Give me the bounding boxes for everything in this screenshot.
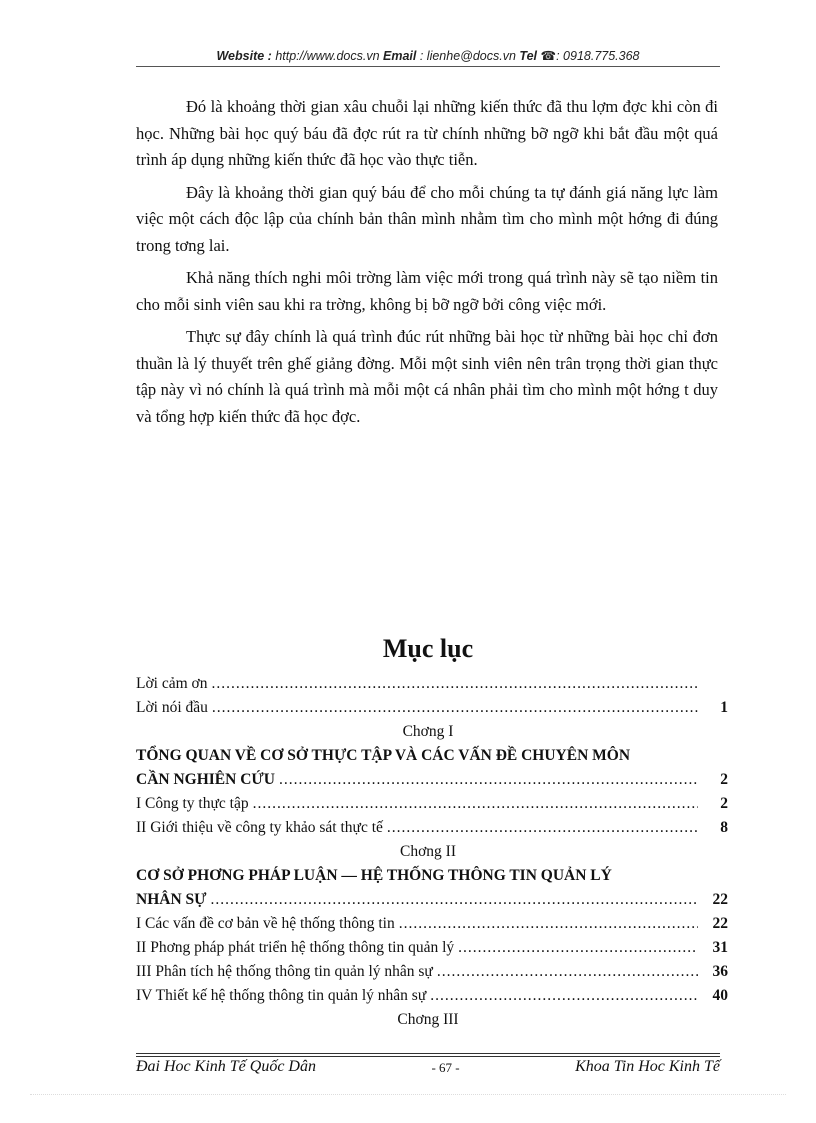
toc-entry-label: I Công ty thực tập (136, 795, 249, 812)
toc-entry-loi-cam-on[interactable] (136, 672, 728, 696)
page-footer (136, 1058, 720, 1076)
tel-value: : 0918.775.368 (556, 49, 640, 63)
toc-entry-label: NHÂN SỰ (136, 891, 207, 908)
toc-entry-page: 2 (720, 795, 728, 812)
footer-rule (136, 1053, 720, 1054)
toc-entry-label: II Phơng pháp phát triển hệ thống thông tin quản lý (136, 939, 455, 956)
table-of-contents (136, 672, 728, 1032)
email-label: Email (383, 49, 417, 63)
toc-entry-label: I Các vấn đề cơ bản về hệ thống thông tin (136, 915, 395, 932)
footer-faculty: Khoa Tin Hoc Kinh Tế (575, 1058, 720, 1075)
toc-entry-c1-ii[interactable] (136, 816, 728, 840)
toc-entry-page: 31 (712, 939, 728, 956)
toc-entry-label: Lời cảm ơn (136, 675, 208, 692)
toc-entry-chapter-1[interactable] (136, 768, 728, 792)
chapter-heading-2: Chơng II (400, 843, 456, 860)
toc-entry-c2-iii[interactable] (136, 960, 728, 984)
toc-entry-label: III Phân tích hệ thống thông tin quản lý nhân sự (136, 963, 433, 980)
toc-entry-page: 1 (720, 699, 728, 716)
toc-entry-label: Lời nói đầu (136, 699, 208, 716)
toc-entry-label: CẦN NGHIÊN CỨU (136, 771, 275, 788)
chapter-2-title: CƠ SỞ PHƠNG PHÁP LUẬN — HỆ THỐNG THÔNG TIN QUẢN LÝ (136, 867, 612, 884)
paragraph: Đó là khoảng thời gian xâu chuỗi lại những kiến thức đã thu lợm đợc khi còn đi học. Những bài học quý báu đã đợc rút ra từ chính những bỡ ngỡ khi bắt đầu một quá trình áp dụng những kiến thức đã học vào thực tiễn. (136, 97, 718, 169)
toc-entry-label: II Giới thiệu về công ty khảo sát thực tế (136, 819, 383, 836)
toc-entry-loi-noi-dau[interactable] (136, 696, 728, 720)
toc-entry-page: 2 (720, 771, 728, 788)
chapter-1-title: TỔNG QUAN VỀ CƠ SỞ THỰC TẬP VÀ CÁC VẤN ĐỀ CHUYÊN MÔN (136, 747, 631, 764)
toc-entry-page: 8 (720, 819, 728, 836)
paragraph: Đây là khoảng thời gian quý báu để cho mỗi chúng ta tự đánh giá năng lực làm việc một cách độc lập của chính bản thân mình nhằm tìm cho mình một hớng đi đúng trong tơng lai. (136, 182, 718, 255)
tel-label: Tel (519, 49, 538, 63)
body-text (136, 94, 718, 436)
website-label: Website : (216, 49, 272, 63)
toc-entry-chapter-2[interactable] (136, 888, 728, 912)
paragraph: Thực sự đây chính là quá trình đúc rút những bài học từ những bài học chỉ đơn thuần là lý thuyết trên ghế giảng đờng. Mỗi một sinh viên nên trân trọng thời gian thực tập này vì nó chính là quá trình mà mỗi một cá nhân phải tìm cho mình một hớng t duy và tổng hợp kiến thức đã học đợc. (136, 327, 718, 426)
toc-entry-c2-ii[interactable] (136, 936, 728, 960)
toc-entry-c2-i[interactable] (136, 912, 728, 936)
chapter-heading-3: Chơng III (397, 1011, 459, 1028)
page-edge (30, 1094, 786, 1095)
toc-entry-page: 36 (712, 963, 728, 980)
email-value[interactable]: : lienhe@docs.vn (419, 49, 516, 63)
page-number: - 67 - (431, 1060, 460, 1075)
website-url[interactable]: http://www.docs.vn (275, 49, 380, 63)
toc-entry-page: 22 (712, 891, 728, 908)
toc-title: Mục lục (382, 634, 474, 663)
toc-entry-page: 22 (712, 915, 728, 932)
toc-entry-c1-i[interactable] (136, 792, 728, 816)
footer-university: Đai Hoc Kinh Tế Quốc Dân (136, 1058, 316, 1075)
footer-rule (136, 1056, 720, 1057)
toc-entry-label: IV Thiết kế hệ thống thông tin quản lý nhân sự (136, 987, 427, 1004)
paragraph: Khả năng thích nghi môi trờng làm việc mới trong quá trình này sẽ tạo niềm tin cho mỗi sinh viên sau khi ra trờng, không bị bỡ ngỡ bởi công việc mới. (136, 268, 718, 314)
header-rule (136, 66, 720, 67)
page-header (136, 48, 720, 63)
phone-icon: ☎ (540, 49, 557, 63)
toc-entry-c2-iv[interactable] (136, 984, 728, 1008)
chapter-heading-1: Chơng I (402, 723, 454, 740)
toc-entry-page: 40 (712, 987, 728, 1004)
